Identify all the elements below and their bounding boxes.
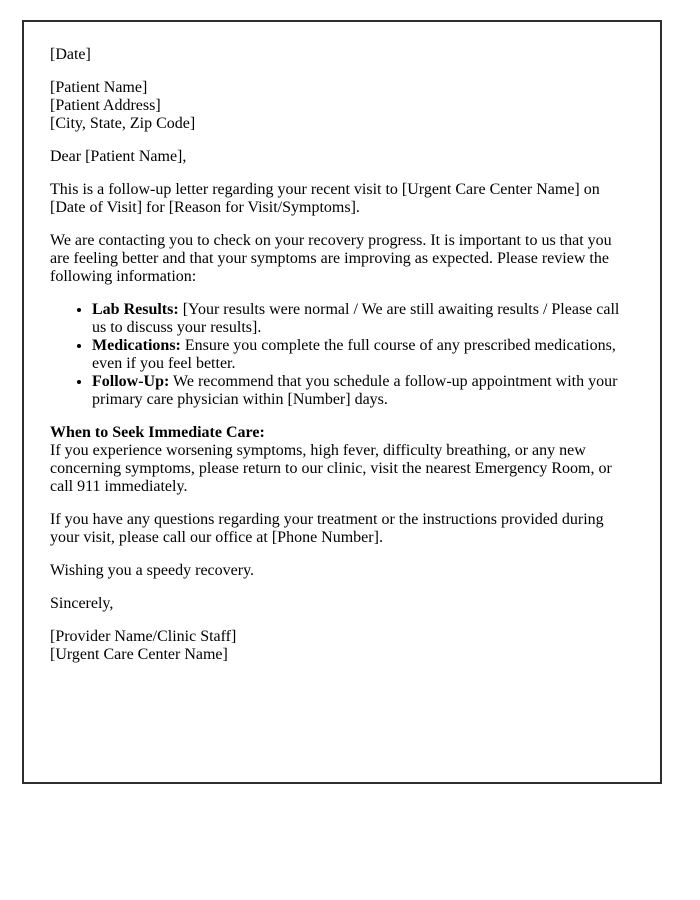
progress-paragraph: We are contacting you to check on your recovery progress. It is important to us that you are feeling better and that your symptoms are improving as expected. Please review the following information: [50,232,612,285]
salutation: Dear [Patient Name], [50,148,187,165]
letter-page [22,20,662,784]
bullet-medications-text: Ensure you complete the full course of any prescribed medications, even if you feel better. [92,337,616,372]
immediate-care-text: If you experience worsening symptoms, high fever, difficulty breathing, or any new concerning symptoms, please return to our clinic, visit the nearest Emergency Room, or call 911 immediately. [50,442,612,495]
bullet-follow-up [92,373,622,409]
bullet-lab-results-text: [Your results were normal / We are still awaiting results / Please call us to discuss your results]. [92,301,620,336]
bullet-follow-up-label: Follow-Up: [92,373,170,390]
bullet-lab-results [92,301,622,337]
intro-paragraph: This is a follow-up letter regarding your recent visit to [Urgent Care Center Name] on [Date of Visit] for [Reason for Visit/Symptoms]. [50,181,600,216]
recipient-name: [Patient Name] [50,79,148,96]
closing-wish: Wishing you a speedy recovery. [50,562,255,579]
immediate-care-section [50,424,622,496]
questions-paragraph: If you have any questions regarding your treatment or the instructions provided during your visit, please call our office at [Phone Number]. [50,511,604,546]
bullet-medications-label: Medications: [92,337,181,354]
signature-center: [Urgent Care Center Name] [50,646,228,663]
immediate-care-heading: When to Seek Immediate Care: [50,424,265,441]
recipient-address-block [50,79,622,133]
bullet-follow-up-text: We recommend that you schedule a follow-up appointment with your primary care physician within [Number] days. [92,373,618,408]
recipient-city-state-zip: [City, State, Zip Code] [50,115,196,132]
recipient-address: [Patient Address] [50,97,161,114]
bullet-lab-results-label: Lab Results: [92,301,179,318]
info-bullet-list [50,301,622,409]
signoff: Sincerely, [50,595,114,612]
bullet-medications [92,337,622,373]
signature-provider: [Provider Name/Clinic Staff] [50,628,237,645]
date-line: [Date] [50,46,91,63]
signature-block [50,628,622,664]
